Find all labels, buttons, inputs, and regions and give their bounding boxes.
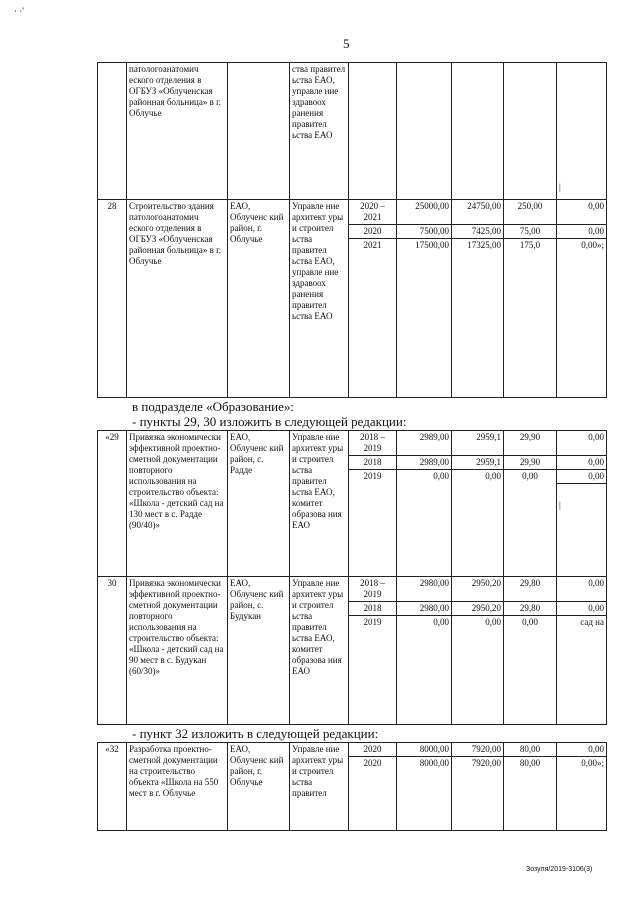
table-row <box>98 63 607 200</box>
row-name: Привязка экономически эффективной проектно-сметной документации повторного использования на строительство объекта: «Школа - детский сад на 130 мест в с. Радде (90/40)» <box>127 431 228 577</box>
value: 0,00 <box>485 471 501 481</box>
row-cont-customer: ства правител ьства ЕАО, управле ние здравоох ранения правител ьства ЕАО <box>290 63 349 200</box>
value: 75,00 <box>504 225 556 239</box>
fed-cell <box>452 431 504 577</box>
row-place: ЕАО, Облученс кий район, г. Облучье <box>228 743 290 831</box>
table-row <box>98 743 607 831</box>
margin-mark: | <box>557 63 607 200</box>
row-customer: Управле ние архитект уры и строител ьства правител ьства ЕАО, управле ние здравоох ранения правител ьства ЕАО <box>290 200 349 398</box>
value: 8000,00 <box>397 743 451 757</box>
row-place: ЕАО, Облученс кий район, с. Будукан <box>228 577 290 725</box>
row-place: ЕАО, Облученс кий район, с. Радде <box>228 431 290 577</box>
fed-cell <box>452 743 504 831</box>
value: 29,80 <box>504 602 556 616</box>
table-row <box>98 577 607 725</box>
mun-cell <box>557 431 607 577</box>
value: 2959,1 <box>452 456 503 470</box>
row-number: 30 <box>98 577 127 725</box>
value: 2989,00 <box>397 431 451 456</box>
total-cell <box>397 200 452 398</box>
table-row <box>98 431 607 577</box>
years-cell <box>349 577 397 725</box>
row-customer: Управле ние архитект уры и строител ьства правител <box>290 743 349 831</box>
row-number: «32 <box>98 743 127 831</box>
value: 0,00 <box>557 225 606 239</box>
value: 0,00 <box>557 602 606 616</box>
value: 175,0 <box>519 240 541 250</box>
table-row <box>98 200 607 398</box>
value: 0,00»; <box>581 758 604 768</box>
value: 250,00 <box>504 200 556 225</box>
value: 0,00 <box>433 471 449 481</box>
row-place: ЕАО, Облученс кий район, г. Облучье <box>228 200 290 398</box>
year: 2018 – 2019 <box>349 431 396 456</box>
row-customer: Управле ние архитект уры и строител ьства правител ьства ЕАО, комитет образова ния ЕАО <box>290 431 349 577</box>
table-mid <box>97 430 607 725</box>
total-cell <box>397 577 452 725</box>
value: 2950,20 <box>452 602 503 616</box>
value: 7425,00 <box>452 225 503 239</box>
value: 0,00 <box>557 200 606 225</box>
heading-education: в подразделе «Образование»: <box>132 399 295 414</box>
reg-cell <box>504 577 557 725</box>
value: 29,90 <box>504 456 556 470</box>
value: 0,00 <box>485 617 501 627</box>
footer-code: Зозуля/2019-3106(3) <box>526 866 593 873</box>
value: 7920,00 <box>471 758 501 768</box>
value: 0,00 <box>557 577 606 602</box>
year: 2018 <box>349 602 396 616</box>
fed-cell <box>452 577 504 725</box>
year: 2020 – 2021 <box>349 200 396 225</box>
years-cell <box>349 743 397 831</box>
value: 17325,00 <box>467 240 501 250</box>
value: 2950,20 <box>452 577 503 602</box>
value: 7500,00 <box>397 225 451 239</box>
value: 7920,00 <box>452 743 503 757</box>
value: 0,00 <box>522 471 538 481</box>
page-number: 5 <box>343 36 350 51</box>
year: 2018 <box>349 456 396 470</box>
value: 0,00 <box>557 470 606 484</box>
reg-cell <box>504 431 557 577</box>
year: 2021 <box>363 240 382 250</box>
row-name: Привязка экономически эффективной проектно-сметной документации повторного использования на строительство объекта: «Школа - детский сад на 90 мест в с. Будукан (60/30)» <box>127 577 228 725</box>
value: 80,00 <box>504 743 556 757</box>
value: 0,00 <box>522 617 538 627</box>
year: 2020 <box>349 743 396 757</box>
heading-point-32: - пункт 32 изложить в следующей редакции: <box>132 726 379 741</box>
table-top <box>97 62 607 398</box>
value: сад на <box>580 617 604 627</box>
value: 0,00 <box>557 431 606 456</box>
row-number: «29 <box>98 431 127 577</box>
years-cell <box>349 200 397 398</box>
row-cont-name: патологоанатомич еского отделения в ОГБУЗ «Облученская районная больница» в г. Облучье <box>127 63 228 200</box>
row-name: Разработка проектно-сметной документации на строительство объекта «Школа на 550 мест в г. Облучье <box>127 743 228 831</box>
fed-cell <box>452 200 504 398</box>
value: 0,00»; <box>581 240 604 250</box>
year: 2018 – 2019 <box>349 577 396 602</box>
value: 24750,00 <box>452 200 503 225</box>
value: 2980,00 <box>397 577 451 602</box>
table-bottom <box>97 742 607 831</box>
year: 2019 <box>363 617 382 627</box>
row-number: 28 <box>98 200 127 398</box>
reg-cell <box>504 743 557 831</box>
value: 80,00 <box>519 758 541 768</box>
value: 25000,00 <box>397 200 451 225</box>
value: 2989,00 <box>397 456 451 470</box>
total-cell <box>397 431 452 577</box>
heading-points-29-30: - пункты 29, 30 изложить в следующей редакции: <box>132 414 407 429</box>
mun-cell <box>557 200 607 398</box>
year: 2020 <box>363 758 382 768</box>
value: 17500,00 <box>415 240 449 250</box>
scan-marks: · ·' <box>14 6 24 16</box>
value: 8000,00 <box>419 758 449 768</box>
value: 0,00 <box>557 743 606 757</box>
mun-cell <box>557 577 607 725</box>
total-cell <box>397 743 452 831</box>
value: 2980,00 <box>397 602 451 616</box>
years-cell <box>349 431 397 577</box>
year: 2019 <box>363 471 382 481</box>
row-customer: Управле ние архитект уры и строител ьства правител ьства ЕАО, комитет образова ния ЕАО <box>290 577 349 725</box>
margin-mark: | <box>559 499 561 510</box>
row-name: Строительство здания патологоанатомич еского отделения в ОГБУЗ «Облученская районная больница» в г. Облучье <box>127 200 228 398</box>
value: 0,00 <box>557 456 606 470</box>
reg-cell <box>504 200 557 398</box>
value: 29,90 <box>504 431 556 456</box>
value: 0,00 <box>433 617 449 627</box>
year: 2020 <box>349 225 396 239</box>
mun-cell <box>557 743 607 831</box>
value: 29,80 <box>504 577 556 602</box>
value: 2959,1 <box>452 431 503 456</box>
